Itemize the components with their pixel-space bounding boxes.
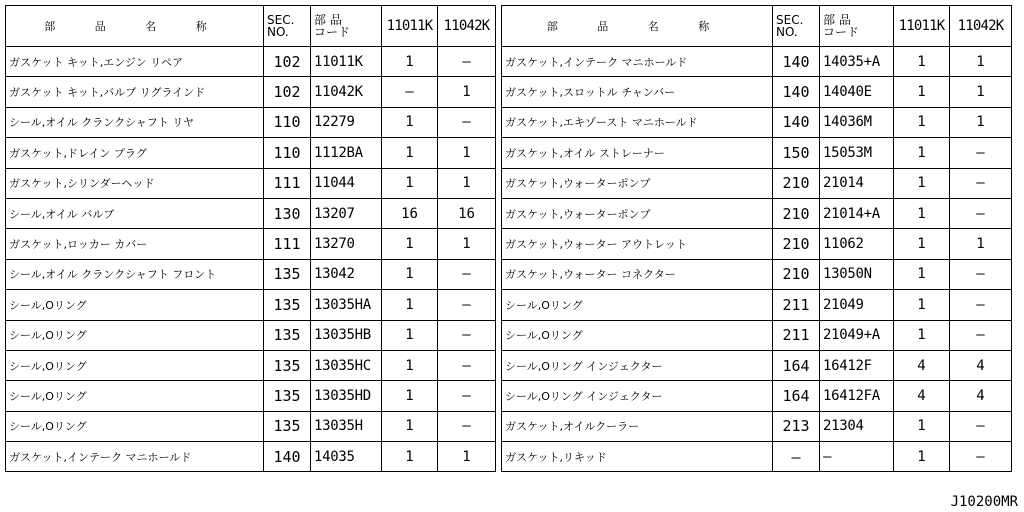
left-part-name-cell: シール,Oリング (6, 411, 264, 441)
left-qty-11011k-cell: 1 (382, 411, 438, 441)
table-row (6, 442, 1012, 472)
right-qty-11011k-cell: 1 (894, 442, 950, 472)
right-part-name-cell: ガスケット,オイルクーラー (502, 411, 773, 441)
right-part-code-cell: 21014 (820, 168, 894, 198)
right-sec-no-cell: — (773, 442, 820, 472)
left-qty-11042k-cell: — (438, 350, 496, 380)
left-sec-no-cell: 140 (264, 442, 311, 472)
left-sec-no-cell: 110 (264, 138, 311, 168)
left-sec-no-cell: 135 (264, 320, 311, 350)
right-qty-11011k-cell: 1 (894, 229, 950, 259)
left-part-code-cell: 13042 (311, 259, 382, 289)
table-row (6, 229, 1012, 259)
left-qty-11011k-cell: 1 (382, 107, 438, 137)
left-qty-11042k-cell: — (438, 320, 496, 350)
right-qty-11011k-cell: 4 (894, 350, 950, 380)
left-qty-11011k-cell: 1 (382, 259, 438, 289)
left-sec-no-cell: 135 (264, 290, 311, 320)
right-part-code-cell: 15053M (820, 138, 894, 168)
right-part-code-cell: 21014+A (820, 198, 894, 228)
right-sec-no-cell: 164 (773, 350, 820, 380)
right-part-name-cell: ガスケット,ウォーターポンプ (502, 168, 773, 198)
right-qty-11011k-cell: 1 (894, 259, 950, 289)
left-part-code-cell: 13035H (311, 411, 382, 441)
right-qty-11011k-cell: 1 (894, 198, 950, 228)
left-qty-11042k-cell: — (438, 259, 496, 289)
left-qty-11042k-cell: 1 (438, 229, 496, 259)
left-part-name-cell: シール,オイル バルブ (6, 198, 264, 228)
header-col-a-right: 11011K (894, 6, 950, 47)
right-part-name-cell: シール,Oリング インジェクター (502, 350, 773, 380)
table-row (6, 290, 1012, 320)
right-qty-11042k-cell: — (950, 259, 1012, 289)
right-qty-11042k-cell: — (950, 198, 1012, 228)
header-part-code-right: 部 品 コード (820, 6, 894, 47)
right-sec-no-cell: 210 (773, 259, 820, 289)
left-part-name-cell: ガスケット,シリンダーヘッド (6, 168, 264, 198)
left-sec-no-cell: 111 (264, 229, 311, 259)
table-row (6, 259, 1012, 289)
parts-table (5, 5, 1012, 472)
right-part-code-cell: 16412FA (820, 381, 894, 411)
left-qty-11042k-cell: — (438, 411, 496, 441)
right-qty-11011k-cell: 1 (894, 138, 950, 168)
right-part-name-cell: シール,Oリング (502, 320, 773, 350)
header-col-b-left: 11042K (438, 6, 496, 47)
left-part-code-cell: 11042K (311, 77, 382, 107)
left-qty-11011k-cell: 1 (382, 350, 438, 380)
right-qty-11042k-cell: 1 (950, 47, 1012, 77)
left-qty-11011k-cell: 1 (382, 381, 438, 411)
left-qty-11042k-cell: 1 (438, 168, 496, 198)
right-qty-11042k-cell: — (950, 320, 1012, 350)
left-qty-11042k-cell: — (438, 381, 496, 411)
right-sec-no-cell: 140 (773, 107, 820, 137)
left-part-code-cell: 11011K (311, 47, 382, 77)
right-part-name-cell: ガスケット,オイル ストレーナー (502, 138, 773, 168)
left-qty-11042k-cell: 16 (438, 198, 496, 228)
right-sec-no-cell: 140 (773, 47, 820, 77)
left-qty-11042k-cell: 1 (438, 77, 496, 107)
left-qty-11011k-cell: 1 (382, 229, 438, 259)
table-row (6, 47, 1012, 77)
right-part-name-cell: ガスケット,ウォーター アウトレット (502, 229, 773, 259)
right-part-name-cell: ガスケット,ウォーターポンプ (502, 198, 773, 228)
left-sec-no-cell: 135 (264, 350, 311, 380)
header-part-name-left: 部 品 名 称 (6, 6, 264, 47)
table-row (6, 198, 1012, 228)
table-row (6, 381, 1012, 411)
right-qty-11042k-cell: — (950, 168, 1012, 198)
left-qty-11011k-cell: 1 (382, 290, 438, 320)
table-row (6, 77, 1012, 107)
header-part-code-left: 部 品 コード (311, 6, 382, 47)
right-part-code-cell: 13050N (820, 259, 894, 289)
left-sec-no-cell: 130 (264, 198, 311, 228)
right-qty-11011k-cell: 1 (894, 411, 950, 441)
left-sec-no-cell: 135 (264, 411, 311, 441)
right-qty-11042k-cell: 1 (950, 229, 1012, 259)
left-part-code-cell: 1112BA (311, 138, 382, 168)
table-row (6, 107, 1012, 137)
right-qty-11042k-cell: 4 (950, 381, 1012, 411)
right-sec-no-cell: 211 (773, 320, 820, 350)
right-part-code-cell: — (820, 442, 894, 472)
right-part-name-cell: ガスケット,ウォーター コネクター (502, 259, 773, 289)
right-sec-no-cell: 150 (773, 138, 820, 168)
left-part-name-cell: ガスケット キット,バルブ リグラインド (6, 77, 264, 107)
right-sec-no-cell: 210 (773, 229, 820, 259)
left-part-name-cell: シール,Oリング (6, 350, 264, 380)
left-sec-no-cell: 102 (264, 77, 311, 107)
left-part-name-cell: シール,オイル クランクシャフト リヤ (6, 107, 264, 137)
left-part-code-cell: 13270 (311, 229, 382, 259)
right-sec-no-cell: 210 (773, 168, 820, 198)
right-qty-11042k-cell: — (950, 290, 1012, 320)
header-sec-no-left: SEC. NO. (264, 6, 311, 47)
left-qty-11011k-cell: 1 (382, 47, 438, 77)
right-part-name-cell: ガスケット,スロットル チャンバー (502, 77, 773, 107)
right-part-code-cell: 21049 (820, 290, 894, 320)
right-sec-no-cell: 213 (773, 411, 820, 441)
left-sec-no-cell: 135 (264, 381, 311, 411)
right-qty-11011k-cell: 4 (894, 381, 950, 411)
left-part-code-cell: 13035HC (311, 350, 382, 380)
left-qty-11042k-cell: — (438, 47, 496, 77)
right-part-name-cell: ガスケット,エキゾースト マニホールド (502, 107, 773, 137)
right-part-code-cell: 11062 (820, 229, 894, 259)
left-part-name-cell: ガスケット,ロッカー カバー (6, 229, 264, 259)
header-row (6, 6, 1012, 47)
left-sec-no-cell: 102 (264, 47, 311, 77)
right-qty-11011k-cell: 1 (894, 107, 950, 137)
header-part-name-right: 部 品 名 称 (502, 6, 773, 47)
left-part-name-cell: シール,Oリング (6, 381, 264, 411)
left-part-name-cell: ガスケット,インテーク マニホールド (6, 442, 264, 472)
left-qty-11011k-cell: 16 (382, 198, 438, 228)
left-part-name-cell: シール,オイル クランクシャフト フロント (6, 259, 264, 289)
right-part-code-cell: 14036M (820, 107, 894, 137)
right-part-code-cell: 14035+A (820, 47, 894, 77)
right-qty-11042k-cell: — (950, 138, 1012, 168)
right-qty-11042k-cell: 4 (950, 350, 1012, 380)
right-sec-no-cell: 140 (773, 77, 820, 107)
right-part-name-cell: シール,Oリング インジェクター (502, 381, 773, 411)
right-qty-11011k-cell: 1 (894, 168, 950, 198)
left-qty-11042k-cell: — (438, 107, 496, 137)
parts-sheet (5, 5, 1012, 472)
table-row (6, 411, 1012, 441)
right-qty-11042k-cell: — (950, 442, 1012, 472)
left-qty-11011k-cell: — (382, 77, 438, 107)
right-qty-11011k-cell: 1 (894, 320, 950, 350)
right-qty-11042k-cell: 1 (950, 107, 1012, 137)
left-qty-11011k-cell: 1 (382, 442, 438, 472)
left-sec-no-cell: 135 (264, 259, 311, 289)
right-sec-no-cell: 210 (773, 198, 820, 228)
right-qty-11011k-cell: 1 (894, 290, 950, 320)
left-qty-11011k-cell: 1 (382, 138, 438, 168)
left-qty-11042k-cell: 1 (438, 442, 496, 472)
table-row (6, 168, 1012, 198)
right-part-code-cell: 16412F (820, 350, 894, 380)
left-part-code-cell: 14035 (311, 442, 382, 472)
table-row (6, 138, 1012, 168)
left-part-code-cell: 13035HB (311, 320, 382, 350)
left-part-code-cell: 13035HD (311, 381, 382, 411)
left-part-name-cell: ガスケット,ドレイン プラグ (6, 138, 264, 168)
left-qty-11042k-cell: — (438, 290, 496, 320)
left-part-code-cell: 13207 (311, 198, 382, 228)
left-part-code-cell: 13035HA (311, 290, 382, 320)
right-part-name-cell: ガスケット,リキッド (502, 442, 773, 472)
left-part-code-cell: 11044 (311, 168, 382, 198)
left-qty-11042k-cell: 1 (438, 138, 496, 168)
drawing-code: J10200MR (950, 494, 1018, 510)
left-part-name-cell: シール,Oリング (6, 290, 264, 320)
right-part-code-cell: 21304 (820, 411, 894, 441)
right-qty-11011k-cell: 1 (894, 77, 950, 107)
right-qty-11042k-cell: — (950, 411, 1012, 441)
right-qty-11011k-cell: 1 (894, 47, 950, 77)
left-part-name-cell: シール,Oリング (6, 320, 264, 350)
right-sec-no-cell: 164 (773, 381, 820, 411)
left-sec-no-cell: 110 (264, 107, 311, 137)
header-sec-no-right: SEC. NO. (773, 6, 820, 47)
right-part-code-cell: 21049+A (820, 320, 894, 350)
left-part-code-cell: 12279 (311, 107, 382, 137)
header-col-b-right: 11042K (950, 6, 1012, 47)
right-sec-no-cell: 211 (773, 290, 820, 320)
right-part-name-cell: ガスケット,インテーク マニホールド (502, 47, 773, 77)
header-col-a-left: 11011K (382, 6, 438, 47)
right-qty-11042k-cell: 1 (950, 77, 1012, 107)
left-qty-11011k-cell: 1 (382, 320, 438, 350)
left-sec-no-cell: 111 (264, 168, 311, 198)
table-row (6, 320, 1012, 350)
left-part-name-cell: ガスケット キット,エンジン リペア (6, 47, 264, 77)
left-qty-11011k-cell: 1 (382, 168, 438, 198)
right-part-name-cell: シール,Oリング (502, 290, 773, 320)
table-row (6, 350, 1012, 380)
right-part-code-cell: 14040E (820, 77, 894, 107)
